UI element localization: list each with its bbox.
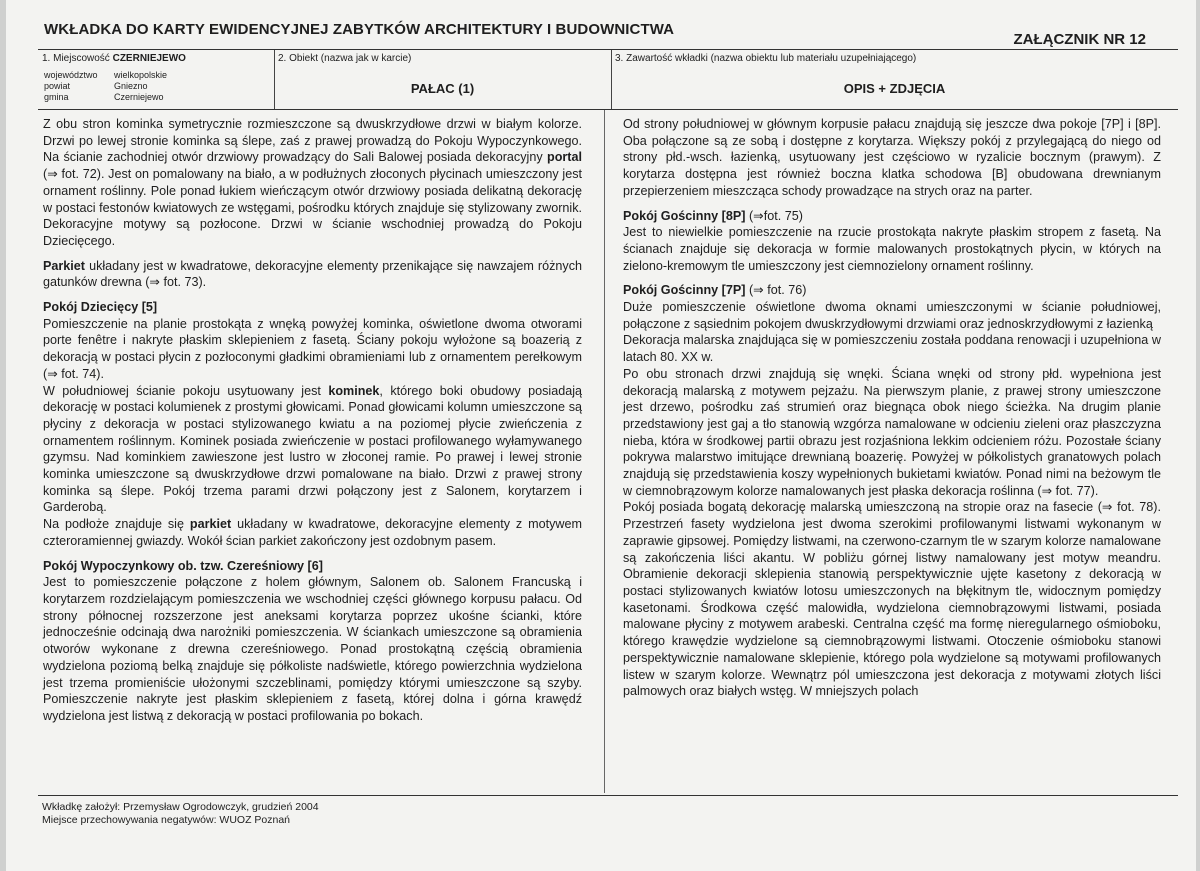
left-column — [43, 116, 582, 725]
paragraph: Po obu stronach drzwi znajdują się wnęki. Ściana wnęki od strony płd. wypełniona jest dekoracją malarską z motywem pejzażu. Na pierwszym planie, z prawej strony umieszczone jest drzewo, pośrodku zaś strumień oraz biegnąca obok niego ścieżka. Na drugim planie przedstawiony jest gaj a tło stanowią wzgórza namalowane w odcieniu zieleni oraz płaszczyzna nieba, która w środkowej partii obrazu jest rozjaśniona lekkim odcieniem różu. Pozostałe ściany pokrywa malarstwo imitujące drewnianą boazerię. Powyżej w półkolistych granatowych polach znajdują się przedstawienia koszy wypełnionych bukietami kwiatów. Ponad nimi na beżowym tle w ciemnobrązowym kolorze namalowanych jest płaska dekoracja roślinna (⇒ fot. 77). — [623, 366, 1161, 498]
author-line: Wkładkę założył: Przemysław Ogrodowczyk, grudzień 2004 — [42, 801, 319, 813]
footer — [42, 801, 319, 827]
paragraph: Jest to niewielkie pomieszczenie na rzucie prostokąta nakryte płaskim stropem z fasetą. Na ścianach znajduje się dekoracja w formie malowanych prostokątnych płycin, w których na zielono-kremowym tle umieszczony jest ciemnozielony ornament roślinny. — [623, 225, 1161, 273]
paragraph: Jest to pomieszczenie połączone z holem głównym, Salonem ob. Salonem Francuską i korytarzem rozdzielającym pomieszczenia we wschodniej części głównego korpusu pałacu. Od strony północnej rozszerzone jest aneksami korytarza poprzez ukośne ścianki, które jednocześnie odcinają dwa narożniki pomieszczenia. W ściankach umieszczone są obramienia otworów wykonane z drewna czereśniowego. Ponad prostokątną częścią obramienia wydzielona poziomą belką znajduje się półkoliste nadświetle, którego powierzchnia wydzielona jest trzema promieniście ułożonymi szczeblinami, pomiędzy którymi umieszczone są szyby. Pomieszczenie nakryte jest płaskim sklepieniem z fasetą, której dolna i górna krawędź wydzielona jest listwą z dekoracją w postaci profilowania po bokach. — [43, 575, 582, 723]
column-divider — [604, 110, 605, 793]
paragraph: Na podłoże znajduje się parkiet układany w kwadratowe, dekoracyjne elementy z motywem czteroramiennej gwiazdy. Wokół ścian parkiet zakończony jest ozdobnym pasem. — [43, 517, 582, 548]
document-title: WKŁADKA DO KARTY EWIDENCYJNEJ ZABYTKÓW ARCHITEKTURY I BUDOWNICTWA — [44, 21, 675, 38]
location-label: 1. Miejscowość — [42, 53, 110, 64]
paragraph: Pomieszczenie na planie prostokąta z wnęką powyżej kominka, oświetlone dwoma otworami porte fenêtre i nakryte płaskim sklepieniem z fasetą. Ściany pokoju wyłożone są boazerią z dekoracją w postaci płycin z pozłoconymi gładkimi obramieniami lub z ornamentem perełkowym (⇒ fot. 74). — [43, 316, 582, 381]
paragraph: Parkiet układany jest w kwadratowe, dekoracyjne elementy przenikające się nawzajem różnych gatunków drewna (⇒ fot. 73). — [43, 258, 582, 290]
contents-value: OPIS + ZDJĘCIA — [843, 81, 946, 96]
paragraph: W południowej ścianie pokoju usytuowany jest kominek, którego boki obudowy posiadają dekorację w postaci kolumienek z prostymi głowicami. Ponad głowicami kolumn umieszczone są płyciny z dekoracja w postaci stylizowanego kwiatu a na poziomej płycie zwieńczenia z ornamentem roślinnym. Kominek posiada zwieńczenie w postaci profilowanego wyłamywanego gzymsu. Nad kominkiem zawieszone jest lustro w złoconej ramie. Po prawej i lewej stronie kominka umieszczone są dwuskrzydłowe drzwi pomalowane na biało. Drzwi z prawej strony kominka są ślepe. Pokój trzema parami drzwi połączony jest z Salonem, korytarzem i Garderobą. — [43, 383, 583, 515]
contents-cell — [611, 50, 1178, 109]
paragraph: Z obu stron kominka symetrycznie rozmieszczone są dwuskrzydłowe drzwi w białym kolorze. Drzwi po lewej stronie kominka są ślepe, zaś z prawej prowadzą do Pokoju Wypoczynkowego. Na ścianie zachodniej otwór drzwiowy prowadzący do Sali Balowej posiada dekoracyjny portal (⇒ fot. 72). Jest on pomalowany na biało, a w podłużnych złoconych płycinach umieszczony jest ornament roślinny. Pole ponad łukiem wieńczącym otwór drzwiowy posiada delikatną dekorację w postaci festonów kwiatowych ze wstęgami, pośrodku których znajduje się stylizowany zwornik. Dekoracyjne motywy są pozłocone. Drzwi w ścianie wschodniej prowadzą do Pokoju Dziecięcego. — [43, 117, 582, 248]
section-heading: Pokój Wypoczynkowy ob. tzw. Czereśniowy [6] — [43, 558, 323, 573]
header-table — [38, 49, 1178, 110]
location-place: CZERNIEJEWO — [112, 53, 186, 64]
section-heading: Pokój Dziecięcy [5] — [43, 300, 158, 315]
negatives-location-line: Miejsce przechowywania negatywów: WUOZ Poznań — [42, 814, 291, 826]
paragraph: Od strony południowej w głównym korpusie pałacu znajdują się jeszcze dwa pokoje [7P] i [8P]. Oba połączone są ze sobą i dostępne z korytarza. Większy pokój z przylegającą do niego od strony płd.-wsch. łazienką, usytuowany jest częściowo w ryzalicie bocznym (prawym). Z korytarza dostępna jest również boczna klatka schodowa [B] obudowana drewnianym przepierzeniem mieszcząca schody prowadzące na strych oraz na parter. — [623, 117, 1161, 198]
footer-divider — [38, 795, 1178, 796]
annex-number: ZAŁĄCZNIK NR 12 — [1013, 31, 1146, 48]
location-cell — [38, 50, 275, 109]
paragraph: Duże pomieszczenie oświetlone dwoma oknami umieszczonymi w ścianie południowej, połączone z sąsiednim pokojem dwuskrzydłowymi drzwiami oraz jednoskrzydłowymi z łazienką — [623, 300, 1161, 331]
voivodeship-row: województwo wielkopolskie — [44, 70, 168, 80]
object-cell — [274, 50, 612, 109]
section-heading: Pokój Gościnny [8P] (⇒fot. 75) — [623, 208, 803, 223]
object-value: PAŁAC (1) — [410, 81, 475, 96]
paragraph: Pokój posiada bogatą dekorację malarską umieszczoną na stropie oraz na fasecie (⇒ fot. 78). Przestrzeń fasety wydzielona jest dwoma szerokimi profilowanymi listwami wykonanym w zaprawie gipsowej. Pomiędzy listwami, na czerwono-czarnym tle w szarym kolorze namalowane są zakończenia liści akantu. W pobliżu górnej listwy namalowany jest motyw meandru. Obramienie dekoracji sklepienia stanowią perspektywicznie ujęte kasetony z dekoracją w postaci stylizowanych kwiatów lotosu umieszczonych na błękitnym tle, widocznym pomiędzy kasetonami. Środkowa część malowidła, wydzielona ciemnobrązowymi listwami, posiada malowane płyciny z motywem arabeski. Centralna część ma formę nieregularnego ośmioboku, którego krawędzie wydzielone są ciemnobrązowymi listwami. Otoczenie ośmioboku stanowi perspektywicznie namalowane sklepienie, którego pola wydzielone są motywami profilowanych listew w szarym kolorze. Wewnątrz pól umieszczona jest dekoracja z motywami złotych liści palmowych oraz białych wstęg. W mniejszych polach — [623, 500, 1161, 699]
paragraph: Dekoracja malarska znajdująca się w pomieszczeniu została poddana renowacji i uzupełniona w latach 80. XX w. — [623, 333, 1161, 365]
object-label: 2. Obiekt (nazwa jak w karcie) — [278, 53, 412, 64]
document-sheet — [6, 0, 1196, 871]
right-column — [623, 116, 1161, 700]
section-heading: Pokój Gościnny [7P] (⇒ fot. 76) — [623, 283, 807, 298]
county-row: powiat Gniezno — [44, 81, 148, 91]
contents-label: 3. Zawartość wkładki (nazwa obiektu lub materiału uzupełniającego) — [615, 53, 917, 64]
commune-row: gmina Czerniejewo — [44, 92, 164, 102]
